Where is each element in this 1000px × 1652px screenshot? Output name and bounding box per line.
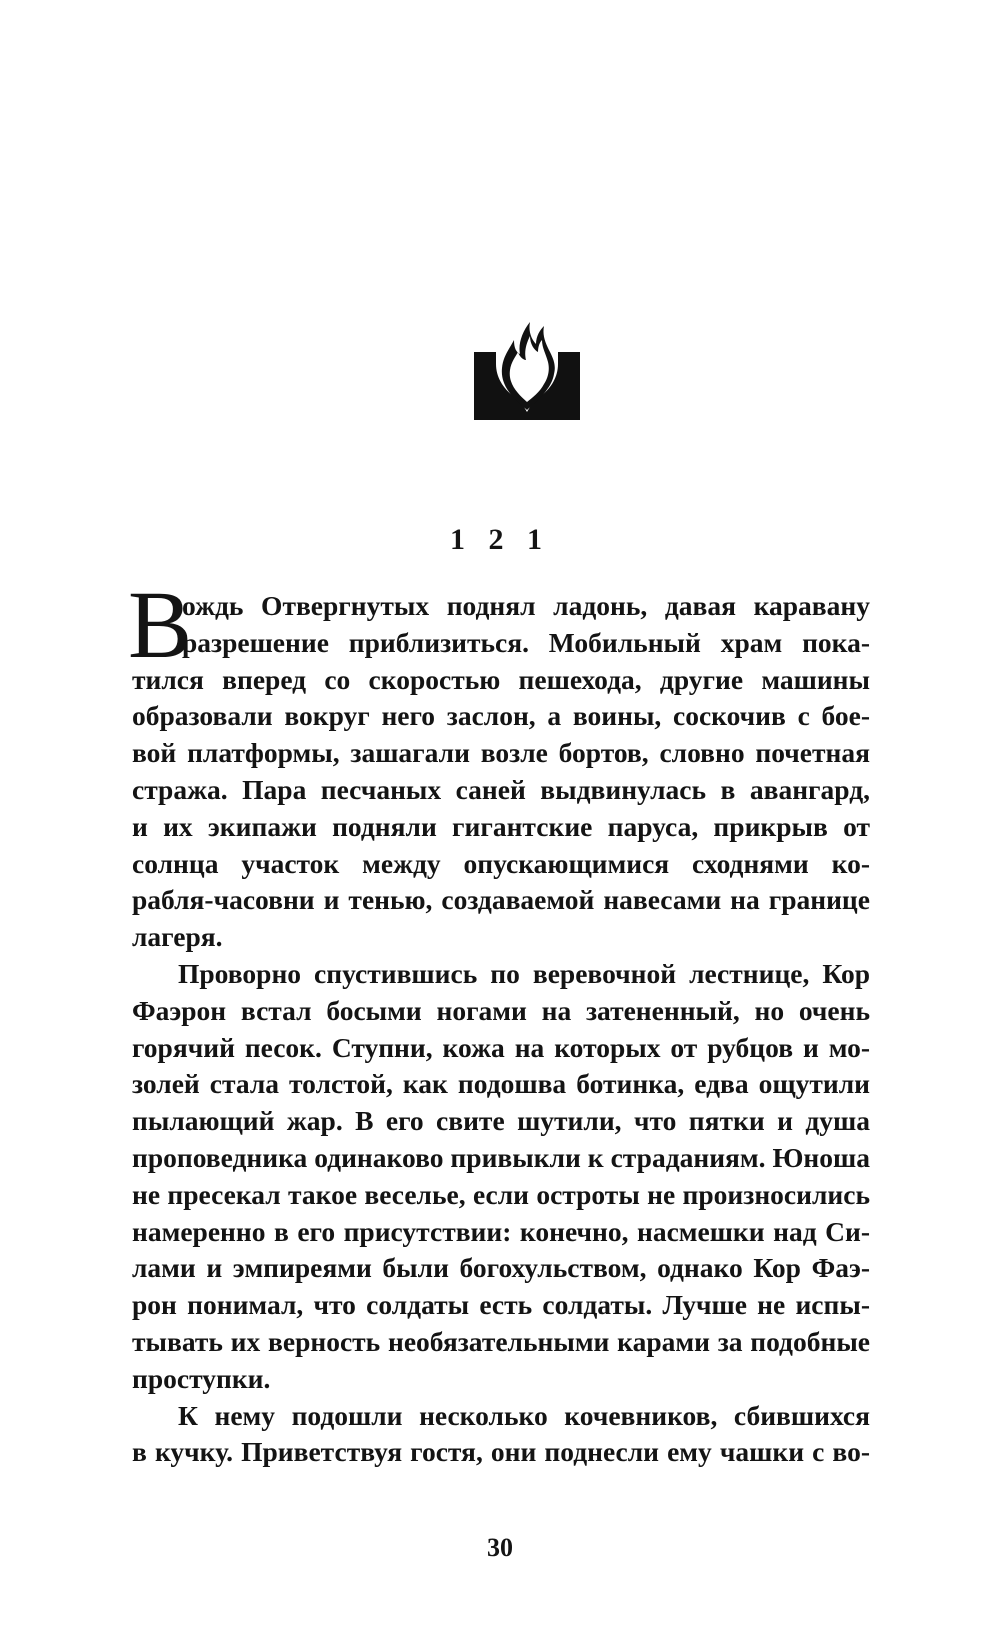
- paragraph-1: [128, 571, 870, 956]
- dropcap-lines: [128, 571, 870, 678]
- text-line: тывать их верность необязательными карами за подобные: [132, 1325, 870, 1357]
- text-line: солнца участок между опускающимися сходнями ко-: [132, 847, 870, 879]
- paragraph-3: [132, 1398, 870, 1472]
- text-line: Фаэрон встал босыми ногами на затененный, но очень: [132, 994, 870, 1026]
- text-line: и их экипажи подняли гигантские паруса, прикрыв от: [132, 810, 870, 842]
- chapter-number: 1 2 1: [450, 523, 550, 556]
- text-line: лагеря.: [132, 921, 223, 953]
- text-line: образовали вокруг него заслон, а воины, соскочив с бое-: [132, 700, 870, 732]
- text-line: намеренно в его присутствии: конечно, насмешки над Си-: [132, 1215, 870, 1247]
- text-line: проступки.: [132, 1362, 271, 1394]
- text-line: вой платформы, зашагали возле бортов, словно почетная: [132, 737, 870, 769]
- text-line: проповедника одинаково привыкли к страданиям. Юноша: [132, 1141, 870, 1173]
- text-line: рабля-часовни и тенью, создаваемой навесами на границе: [132, 884, 870, 916]
- text-line: ождь Отвергнутых поднял ладонь, давая каравану: [182, 590, 870, 621]
- text-line: Проворно спустившись по веревочной лестнице, Кор: [178, 957, 870, 989]
- text-line: не пресекал такое веселье, если остроты не произносились: [132, 1178, 870, 1210]
- text-line: разрешение приблизиться. Мобильный храм пока-: [182, 626, 870, 658]
- text-line: К нему подошли несколько кочевников, сбившихся: [178, 1399, 870, 1431]
- page-number: 30: [487, 1533, 513, 1562]
- paragraph-2: [132, 956, 870, 1398]
- text-line: горячий песок. Ступни, кожа на которых от рубцов и мо-: [132, 1031, 870, 1063]
- drop-cap-letter: В: [128, 571, 193, 678]
- text-line: рон понимал, что солдаты есть солдаты. Лучше не испы-: [132, 1289, 870, 1321]
- text-line: тился вперед со скоростью пешехода, другие машины: [132, 663, 870, 695]
- text-line: стража. Пара песчаных саней выдвинулась в авангард,: [132, 773, 870, 805]
- body-text: [128, 571, 870, 1471]
- text-line: пылающий жар. В его свите шутили, что пятки и душа: [132, 1105, 870, 1137]
- text-line: в кучку. Приветствуя гостя, они поднесли ему чашки с во-: [132, 1436, 870, 1468]
- flame-chalice-icon: [470, 312, 584, 426]
- text-line: лами и эмпиреями были богохульством, однако Кор Фаэ-: [132, 1252, 870, 1284]
- text-line: золей стала толстой, как подошва ботинка, едва ощутили: [132, 1068, 870, 1100]
